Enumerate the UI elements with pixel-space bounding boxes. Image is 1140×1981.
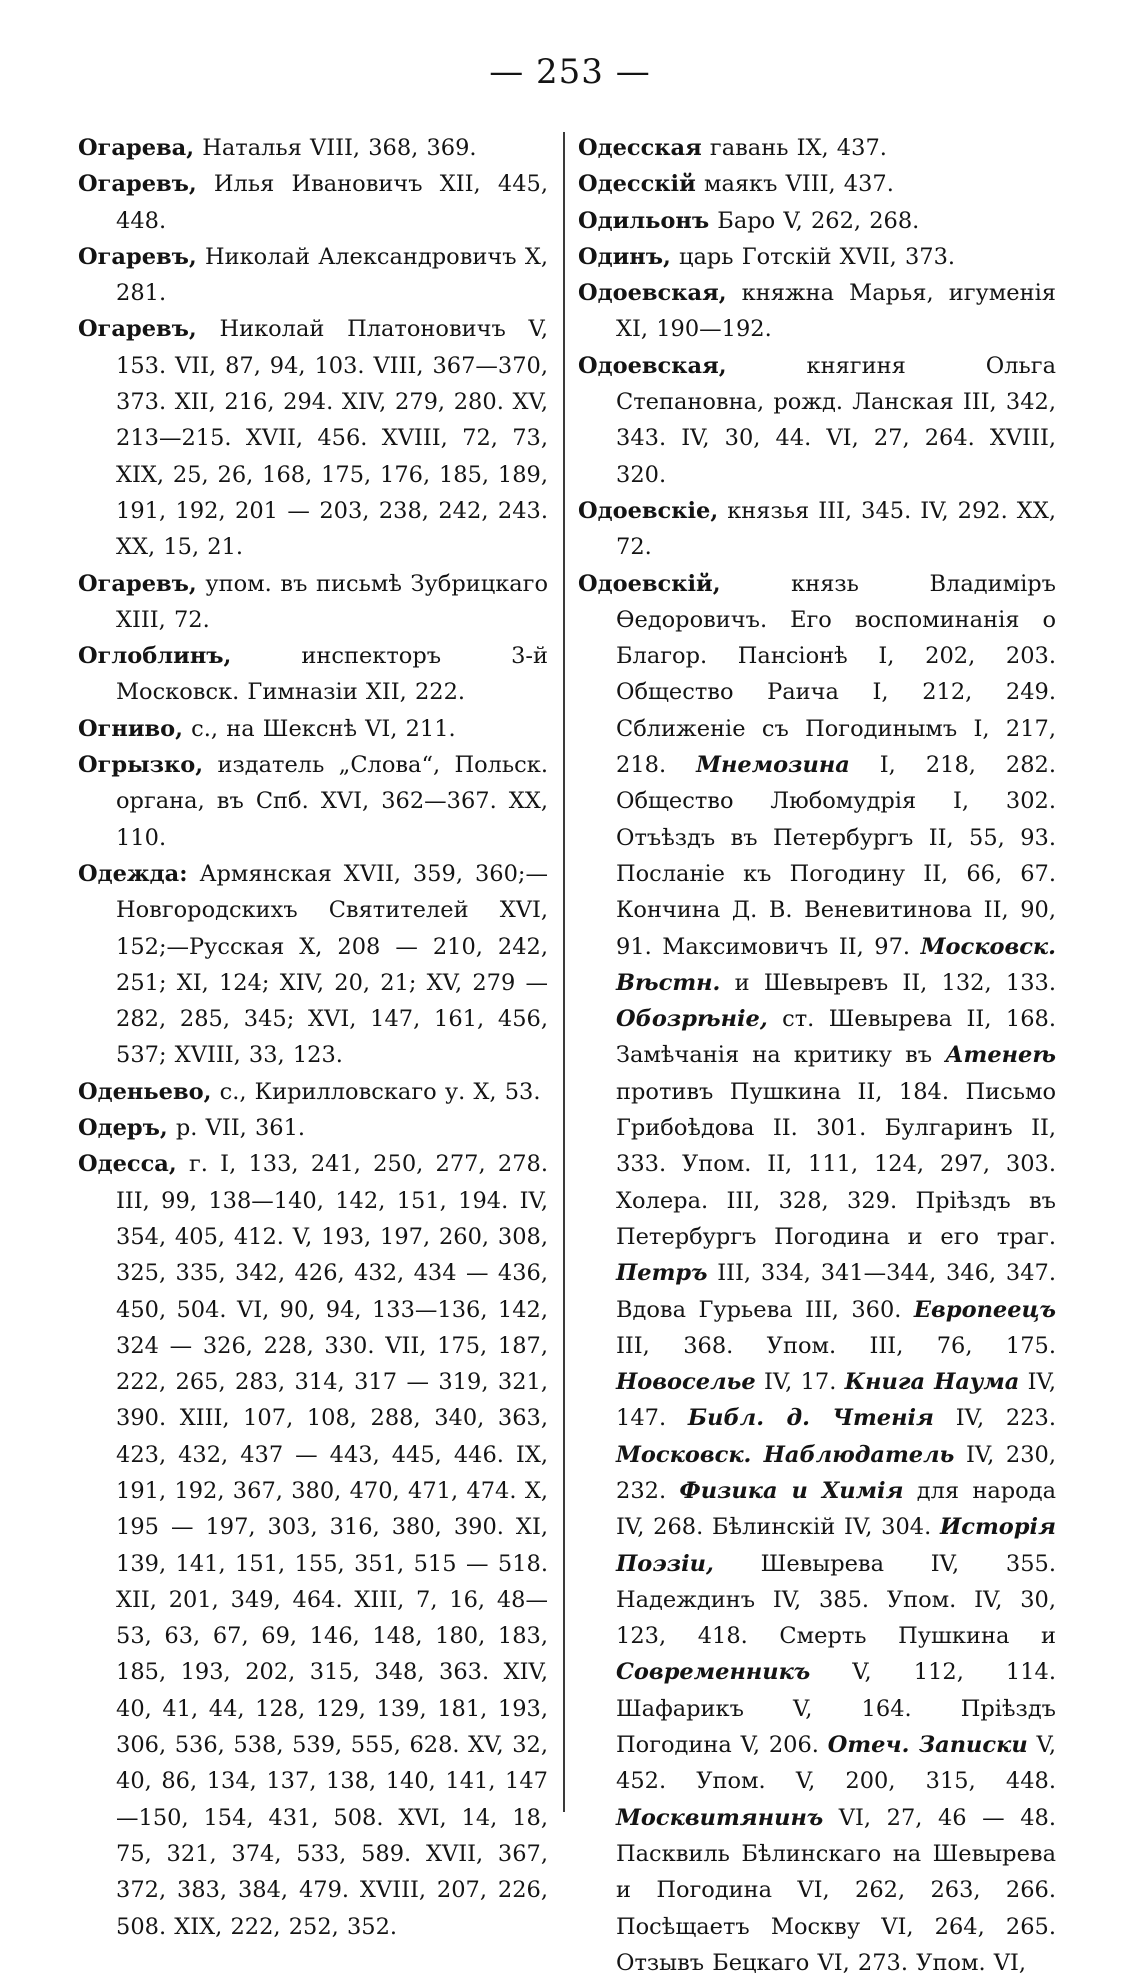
italic-title: Мнемозина — [696, 752, 850, 779]
italic-title: Петръ — [616, 1260, 708, 1287]
entry-text: гавань IX, 437. — [701, 135, 887, 161]
index-entry — [78, 566, 548, 639]
entry-headword: Огаревъ, — [78, 171, 197, 198]
left-column — [78, 130, 548, 1945]
entry-headword: Огарева, — [78, 135, 195, 161]
italic-title: Атенеѣ — [945, 1042, 1056, 1069]
entry-text: маякъ VIII, 437. — [695, 171, 894, 198]
entry-text: р. VII, 361. — [167, 1115, 306, 1142]
index-entry — [578, 275, 1056, 348]
index-entry — [578, 493, 1056, 566]
entry-text-segment: VI, 27, 46 — 48. Пасквиль Бѣлинскаго на Шевырева и Погодина VI, 262, 263, 266. Посѣщаетъ Москву VI, 264, 265. Отзывъ Бецкаго VI, 273. Упом. VI, — [616, 1804, 1056, 1976]
index-entry — [78, 130, 548, 166]
italic-title: Исторія Поэзіи, — [616, 1514, 1056, 1577]
entry-text: упом. въ письмѣ Зубрицкаго XIII, 72. — [116, 570, 548, 633]
entry-headword: Одоевская, — [578, 352, 727, 379]
entry-text-segment: IV, 147. — [616, 1369, 1056, 1432]
entry-headword: Одеръ, — [78, 1115, 168, 1142]
entry-text: царь Готскій XVII, 373. — [670, 243, 956, 270]
index-entry — [578, 239, 1056, 275]
entry-headword: Одесскій — [578, 171, 696, 198]
entry-text: Баро V, 262, 268. — [709, 207, 920, 234]
index-entry — [78, 1146, 548, 1945]
entry-text: княгиня Ольга Степановна, рожд. Ланская III, 342, 343. IV, 30, 44. VI, 27, 264. XVIII, 320. — [616, 352, 1056, 488]
entry-text-segment: IV, 223. — [933, 1405, 1056, 1432]
entry-headword: Одинъ, — [578, 243, 671, 270]
index-entry — [578, 203, 1056, 239]
italic-title: Московск. Вѣстн. — [616, 933, 1056, 996]
entry-text-segment: I, 218, 282. Общество Любомудрія I, 302. Отъѣздъ въ Петербургъ II, 55, 93. Посланіе къ Погодину II, 66, 67. Кончина Д. В. Веневитинова II, 90, 91. Максимовичъ II, 97. — [616, 752, 1056, 960]
index-entry-odoevsky — [578, 566, 1056, 1981]
entry-text: Армянская XVII, 359, 360;— Новгородскихъ Святителей XVI, 152;—Русская X, 208 — 210, 242, 251; XI, 124; XIV, 20, 21; XV, 279 — 282, 285, 345; XVI, 147, 161, 456, 537; XVIII, 33, 123. — [116, 860, 548, 1069]
index-entry — [578, 348, 1056, 493]
index-entry — [578, 166, 1056, 202]
index-entry — [578, 130, 1056, 166]
entry-text — [616, 571, 1056, 1976]
entry-text: с., Кирилловскаго у. X, 53. — [211, 1078, 541, 1105]
entry-text: Николай Александровичъ X, 281. — [116, 243, 548, 307]
italic-title: Современникъ — [616, 1659, 811, 1686]
entry-headword: Одоевскіе, — [578, 497, 719, 524]
entry-headword: Одесса, — [78, 1151, 177, 1178]
entry-text-segment: V, 452. Упом. V, 200, 315, 448. — [616, 1732, 1056, 1795]
entry-text-segment: ст. Шевырева II, 168. Замѣчанія на критику въ — [616, 1006, 1056, 1069]
italic-title: Библ. д. Чтенія — [687, 1405, 934, 1432]
entry-headword: Оглоблинъ, — [78, 643, 232, 670]
entry-text-segment: V, 112, 114. Шафарикъ V, 164. Пріѣздъ Погодина V, 206. — [616, 1659, 1056, 1759]
entry-text: с., на Шекснѣ VI, 211. — [183, 715, 456, 742]
entry-text-segment: князь Владиміръ Ѳедоровичъ. Его воспоминанія о Благор. Пансіонѣ I, 202, 203. Общество Раича I, 212, 249. Сближеніе съ Погодинымъ I, 217, 218. — [616, 570, 1056, 779]
entry-headword: Одесская — [578, 135, 702, 161]
entry-headword: Огаревъ, — [78, 243, 197, 270]
italic-title: Европеецъ — [913, 1296, 1056, 1323]
entry-headword: Одежда: — [78, 860, 188, 887]
index-entry — [78, 1074, 548, 1110]
entry-headword: Одильонъ — [578, 207, 710, 234]
column-divider — [563, 132, 565, 1812]
italic-title: Москвитянинъ — [616, 1804, 824, 1831]
entry-text-segment: для народа IV, 268. Бѣлинскій IV, 304. — [616, 1477, 1056, 1541]
index-entry — [78, 747, 548, 856]
entry-text: Илья Ивановичъ XII, 445, 448. — [116, 171, 548, 234]
entry-headword: Огаревъ, — [78, 316, 197, 343]
entry-text: княжна Марья, игуменія XI, 190—192. — [616, 280, 1056, 343]
entry-text-segment: III, 368. Упом. III, 76, 175. — [616, 1332, 1056, 1359]
entry-text-segment: Шевырева IV, 355. Надеждинъ IV, 385. Упом. IV, 30, 123, 418. Смерть Пушкина и — [616, 1550, 1056, 1650]
entry-text: издатель „Слова“, Польск. органа, въ Спб. XVI, 362—367. XX, 110. — [116, 752, 548, 851]
index-entry — [78, 638, 548, 711]
index-entry — [78, 711, 548, 747]
entry-text-segment: противъ Пушкина II, 184. Письмо Грибоѣдова II. 301. Булгаринъ II, 333. Упом. II, 111, 124, 297, 303. Холера. III, 328, 329. Пріѣздъ въ Петербургъ Погодина и его траг. — [616, 1078, 1056, 1250]
entry-text-segment: и Шевыревъ II, 132, 133. — [720, 969, 1056, 996]
index-entry — [78, 1110, 548, 1146]
page-number: — 253 — — [489, 52, 651, 92]
entry-text: Николай Платоновичъ V, 153. VII, 87, 94, 103. VIII, 367—370, 373. XII, 216, 294. XIV, 279, 280. XV, 213—215. XVII, 456. XVIII, 72, 73, XIX, 25, 26, 168, 175, 176, 185, 189, 191, 192, 201 — 203, 238, 242, 243. XX, 15, 21. — [116, 316, 548, 561]
entry-text: Наталья VIII, 368, 369. — [194, 135, 477, 161]
entry-text-segment: III, 334, 341—344, 346, 347. Вдова Гурьева III, 360. — [616, 1260, 1056, 1323]
entry-text-segment: IV, 230, 232. — [616, 1441, 1056, 1504]
italic-title: Новоселье — [616, 1369, 756, 1396]
italic-title: Отеч. Записки — [827, 1732, 1028, 1759]
italic-title: Физика и Химія — [679, 1477, 904, 1504]
entry-headword: Оденьево, — [78, 1078, 212, 1105]
index-entry — [78, 239, 548, 312]
right-column — [578, 130, 1056, 1981]
italic-title: Московск. Наблюдатель — [616, 1441, 955, 1468]
entry-headword: Одоевская, — [578, 280, 727, 307]
italic-title: Книга Наума — [844, 1369, 1020, 1396]
entry-headword: Одоевскій, — [578, 570, 721, 597]
index-entry — [78, 311, 548, 565]
entry-text: г. I, 133, 241, 250, 277, 278. III, 99, 138—140, 142, 151, 194. IV, 354, 405, 412. V, 193, 197, 260, 308, 325, 335, 342, 426, 432, 434 — 436, 450, 504. VI, 90, 94, 133—136, 142, 324 — 326, 228, 330. VII, 175, 187, 222, 265, 283, 314, 317 — 319, 321, 390. XIII, 107, 108, 288, 340, 363, 423, 432, 437 — 443, 445, 446. IX, 191, 192, 367, 380, 470, 471, 474. X, 195 — 197, 303, 316, 380, 390. XI, 139, 141, 151, 155, 351, 515 — 518. XII, 201, 349, 464. XIII, 7, 16, 48—53, 63, 67, 69, 146, 148, 180, 183, 185, 193, 202, 315, 348, 363. XIV, 40, 41, 44, 128, 129, 139, 181, 193, 306, 536, 538, 539, 555, 628. XV, 32, 40, 86, 134, 137, 138, 140, 141, 147—150, 154, 431, 508. XVI, 14, 18, 75, 321, 374, 533, 589. XVII, 367, 372, 383, 384, 479. XVIII, 207, 226, 508. XIX, 222, 252, 352. — [116, 1151, 548, 1940]
entry-headword: Огрызко, — [78, 752, 204, 779]
entry-text: инспекторъ 3-й Московск. Гимназіи XII, 222. — [116, 643, 548, 706]
index-entry — [78, 166, 548, 239]
entry-text-segment: IV, 17. — [755, 1369, 845, 1396]
entry-headword: Огаревъ, — [78, 570, 197, 597]
entry-text: князья III, 345. IV, 292. XX, 72. — [616, 497, 1056, 561]
italic-title: Обозрѣніе, — [616, 1006, 768, 1033]
index-entry — [78, 856, 548, 1074]
entry-headword: Огниво, — [78, 715, 184, 742]
